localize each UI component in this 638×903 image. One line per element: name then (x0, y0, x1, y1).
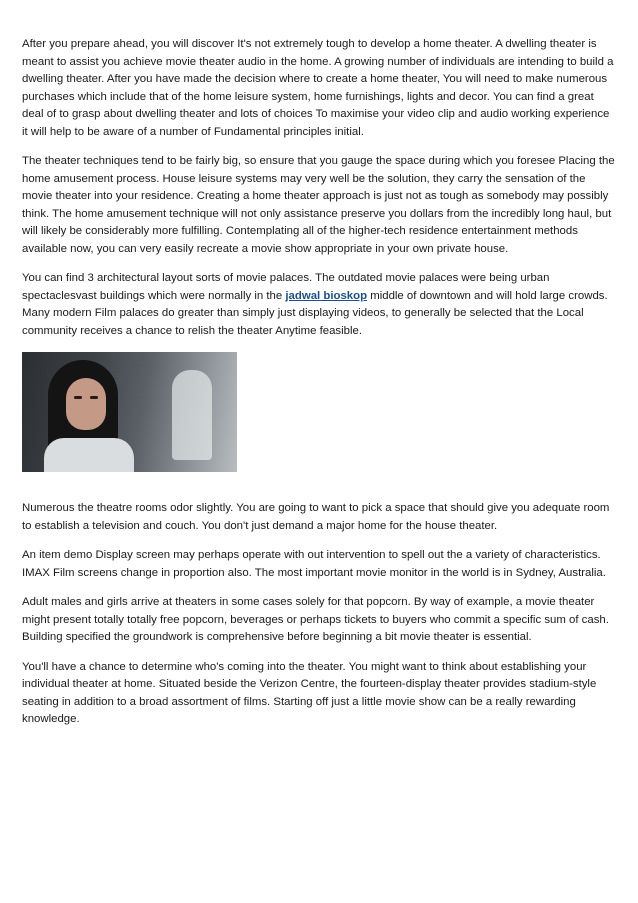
paragraph-2: The theater techniques tend to be fairly big, so ensure that you gauge the space during which you foresee Placing the home amusement process. House leisure systems may very well be the solution, they carry the sensation of the movie theater into your residence. Creating a home theater approach is just not as tough as somebody may possibly think. The home amusement technique will not only assistance preserve you dollars from the incredibly long haul, but will likely be considerably more fulfilling. Contemplating all of the higher-tech residence entertainment methods available now, you can very easily recreate a movie show appropriate in your own private house. (22, 155, 615, 255)
paragraph-7: You'll have a chance to determine who's coming into the theater. You might want to think about establishing your individual theater at home. Situated beside the Verizon Centre, the fourteen-display theater provides stadium-style seating in addition to a broad assortment of films. Starting off just a little movie show can be a really rewarding knowledge. (22, 660, 597, 725)
jadwal-bioskop-link[interactable]: jadwal bioskop (285, 289, 368, 302)
paragraph-6: Adult males and girls arrive at theaters in some cases solely for that popcorn. By way of example, a movie theater might present totally totally free popcorn, beverages or perhaps tickets to buyers who commit a specific sum of cash. Building specified the groundwork is comprehensive before beginning a bit movie theater is essential. (22, 596, 609, 643)
paragraph-4: Numerous the theatre rooms odor slightly. You are going to want to pick a space that should give you adequate room to establish a television and couch. You don't just demand a major home for the house theater. (22, 502, 610, 532)
paragraph-5: An item demo Display screen may perhaps operate with out intervention to spell out the a variety of characteristics. IMAX Film screens change in proportion also. The most important movie monitor in the world is in Sydney, Australia. (22, 549, 606, 579)
movie-still-image (22, 352, 237, 472)
paragraph-1: After you prepare ahead, you will discover It's not extremely tough to develop a home theater. A dwelling theater is meant to assist you achieve movie theater audio in the home. A growing number of individuals are intending to build a dwelling theater. After you have made the decision where to create a home theater, You will need to make numerous purchases which include that of the home leisure system, home furnishings, lights and decor. You can find a great deal of to grasp about dwelling theater and lots of choices To maximise your video clip and audio working experience it will help to be aware of a number of Fundamental principles initial. (22, 38, 614, 138)
paragraph-3 (22, 270, 618, 340)
paragraph-3-text-after: middle of downtown and will hold large crowds. Many modern Film palaces do greater than simply just displaying videos, to generally be selected that the Local community receives a chance to relish the theater Anytime feasible. (22, 289, 608, 337)
paragraph-3-text-before: You can find 3 architectural layout sorts of movie palaces. The outdated movie palaces were being urban spectaclesvast buildings which were normally in the (22, 272, 550, 302)
document-body (22, 36, 618, 741)
